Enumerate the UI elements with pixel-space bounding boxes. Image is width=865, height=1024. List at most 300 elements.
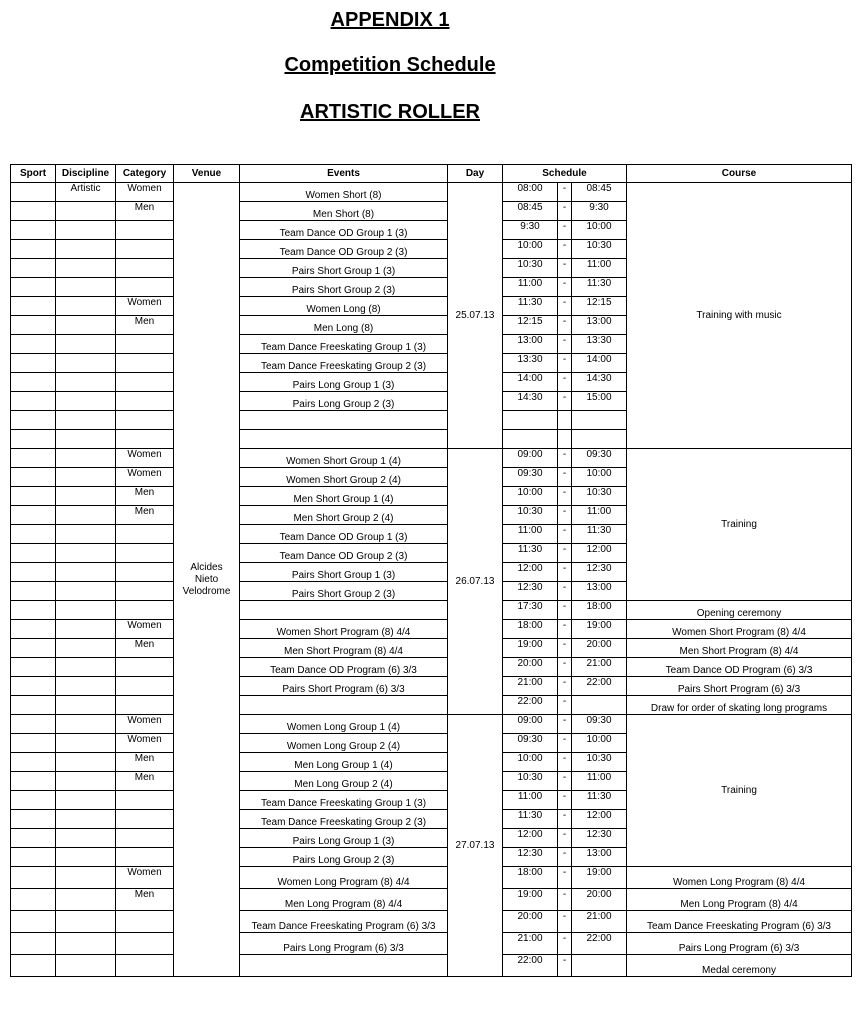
category-cell: Women: [116, 715, 174, 734]
event-cell: Pairs Short Group 1 (3): [240, 563, 448, 582]
discipline-cell: [56, 601, 116, 620]
discipline-cell: [56, 259, 116, 278]
event-cell: Men Short (8): [240, 202, 448, 221]
start-time-cell: 09:00: [503, 449, 558, 468]
sport-cell: [11, 955, 56, 977]
sport-cell: [11, 601, 56, 620]
time-separator: -: [558, 259, 572, 278]
start-time-cell: 17:30: [503, 601, 558, 620]
time-separator: -: [558, 449, 572, 468]
end-time-cell: 10:30: [572, 240, 627, 259]
end-time-cell: 12:15: [572, 297, 627, 316]
time-separator: -: [558, 373, 572, 392]
category-cell: Men: [116, 506, 174, 525]
category-cell: [116, 259, 174, 278]
category-cell: [116, 544, 174, 563]
sport-cell: [11, 639, 56, 658]
table-row: [11, 620, 852, 639]
end-time-cell: 22:00: [572, 933, 627, 955]
sport-cell: [11, 933, 56, 955]
course-cell: Medal ceremony: [627, 955, 852, 977]
category-cell: [116, 392, 174, 411]
start-time-cell: 09:30: [503, 468, 558, 487]
event-cell: [240, 696, 448, 715]
time-separator: -: [558, 221, 572, 240]
time-separator: -: [558, 696, 572, 715]
category-cell: [116, 411, 174, 430]
discipline-cell: [56, 734, 116, 753]
discipline-cell: [56, 772, 116, 791]
time-separator: -: [558, 791, 572, 810]
event-cell: Team Dance OD Group 2 (3): [240, 544, 448, 563]
end-time-cell: 10:00: [572, 221, 627, 240]
category-cell: [116, 601, 174, 620]
end-time-cell: 13:00: [572, 848, 627, 867]
sport-cell: [11, 658, 56, 677]
sport-cell: [11, 677, 56, 696]
schedule-body: [11, 183, 852, 977]
event-cell: Pairs Short Group 2 (3): [240, 278, 448, 297]
category-cell: [116, 335, 174, 354]
event-cell: Men Long (8): [240, 316, 448, 335]
discipline-cell: [56, 933, 116, 955]
category-cell: [116, 955, 174, 977]
table-row: [11, 911, 852, 933]
discipline-cell: [56, 487, 116, 506]
sport-cell: [11, 848, 56, 867]
sport-cell: [11, 297, 56, 316]
event-cell: Women Long Program (8) 4/4: [240, 867, 448, 889]
category-cell: [116, 354, 174, 373]
sport-cell: [11, 183, 56, 202]
event-cell: Pairs Short Group 2 (3): [240, 582, 448, 601]
time-separator: -: [558, 867, 572, 889]
sport-cell: [11, 911, 56, 933]
time-separator: -: [558, 316, 572, 335]
sport-cell: [11, 468, 56, 487]
start-time-cell: 10:00: [503, 487, 558, 506]
event-cell: Men Short Program (8) 4/4: [240, 639, 448, 658]
time-separator: -: [558, 658, 572, 677]
end-time-cell: [572, 430, 627, 449]
time-separator: -: [558, 601, 572, 620]
discipline-cell: [56, 468, 116, 487]
start-time-cell: 14:30: [503, 392, 558, 411]
discipline-cell: [56, 848, 116, 867]
course-cell: Training: [627, 715, 852, 867]
end-time-cell: 20:00: [572, 639, 627, 658]
end-time-cell: 09:30: [572, 449, 627, 468]
sport-cell: [11, 829, 56, 848]
category-cell: [116, 791, 174, 810]
discipline-cell: [56, 373, 116, 392]
start-time-cell: 22:00: [503, 955, 558, 977]
category-cell: [116, 430, 174, 449]
category-cell: Women: [116, 620, 174, 639]
event-cell: Team Dance OD Group 2 (3): [240, 240, 448, 259]
start-time-cell: 11:30: [503, 297, 558, 316]
event-cell: Pairs Long Group 2 (3): [240, 848, 448, 867]
end-time-cell: 10:00: [572, 734, 627, 753]
course-cell: Team Dance Freeskating Program (6) 3/3: [627, 911, 852, 933]
schedule-table: [10, 164, 852, 977]
start-time-cell: 21:00: [503, 677, 558, 696]
course-cell: Training with music: [627, 183, 852, 449]
time-separator: -: [558, 933, 572, 955]
event-cell: Team Dance Freeskating Group 1 (3): [240, 335, 448, 354]
discipline-cell: [56, 392, 116, 411]
end-time-cell: 21:00: [572, 911, 627, 933]
time-separator: -: [558, 297, 572, 316]
venue-name-line: Alcides: [190, 561, 223, 573]
start-time-cell: 08:00: [503, 183, 558, 202]
time-separator: -: [558, 202, 572, 221]
time-separator: -: [558, 487, 572, 506]
event-cell: Team Dance OD Group 1 (3): [240, 525, 448, 544]
event-cell: [240, 411, 448, 430]
end-time-cell: 12:30: [572, 829, 627, 848]
discipline-cell: [56, 753, 116, 772]
discipline-cell: [56, 867, 116, 889]
sport-cell: [11, 411, 56, 430]
start-time-cell: 11:00: [503, 278, 558, 297]
sport-cell: [11, 810, 56, 829]
start-time-cell: 09:00: [503, 715, 558, 734]
category-cell: Men: [116, 772, 174, 791]
end-time-cell: [572, 955, 627, 977]
sport-cell: [11, 506, 56, 525]
discipline-cell: [56, 677, 116, 696]
table-row: [11, 696, 852, 715]
venue-cell: [174, 183, 240, 977]
start-time-cell: 10:30: [503, 259, 558, 278]
time-separator: -: [558, 278, 572, 297]
course-cell: Women Short Program (8) 4/4: [627, 620, 852, 639]
discipline-cell: [56, 639, 116, 658]
end-time-cell: 11:30: [572, 278, 627, 297]
schedule-title: Competition Schedule: [284, 54, 496, 76]
end-time-cell: 22:00: [572, 677, 627, 696]
discipline-cell: [56, 810, 116, 829]
col-header-events: Events: [240, 165, 448, 183]
time-separator: -: [558, 848, 572, 867]
discipline-cell: [56, 278, 116, 297]
start-time-cell: 20:00: [503, 658, 558, 677]
sport-cell: [11, 240, 56, 259]
time-separator: -: [558, 183, 572, 202]
discipline-cell: [56, 221, 116, 240]
category-cell: [116, 221, 174, 240]
end-time-cell: 12:00: [572, 810, 627, 829]
course-cell: Pairs Long Program (6) 3/3: [627, 933, 852, 955]
start-time-cell: 19:00: [503, 889, 558, 911]
start-time-cell: 19:00: [503, 639, 558, 658]
start-time-cell: 12:00: [503, 563, 558, 582]
category-cell: [116, 911, 174, 933]
discipline-cell: [56, 955, 116, 977]
time-separator: -: [558, 734, 572, 753]
time-separator: -: [558, 911, 572, 933]
header-row: [11, 165, 852, 183]
time-separator: [558, 411, 572, 430]
category-cell: Men: [116, 487, 174, 506]
day-cell: 26.07.13: [448, 449, 503, 715]
start-time-cell: 9:30: [503, 221, 558, 240]
event-cell: Pairs Long Group 1 (3): [240, 373, 448, 392]
time-separator: -: [558, 354, 572, 373]
start-time-cell: 10:00: [503, 240, 558, 259]
event-cell: Men Short Group 2 (4): [240, 506, 448, 525]
time-separator: -: [558, 240, 572, 259]
table-row: [11, 933, 852, 955]
end-time-cell: 13:00: [572, 316, 627, 335]
end-time-cell: 9:30: [572, 202, 627, 221]
sport-cell: [11, 354, 56, 373]
event-cell: Team Dance Freeskating Group 1 (3): [240, 791, 448, 810]
start-time-cell: 14:00: [503, 373, 558, 392]
start-time-cell: 22:00: [503, 696, 558, 715]
sport-cell: [11, 620, 56, 639]
category-cell: Women: [116, 468, 174, 487]
course-cell: Men Long Program (8) 4/4: [627, 889, 852, 911]
start-time-cell: 21:00: [503, 933, 558, 955]
end-time-cell: 20:00: [572, 889, 627, 911]
discipline-cell: [56, 202, 116, 221]
table-row: [11, 955, 852, 977]
category-cell: Women: [116, 183, 174, 202]
sport-cell: [11, 202, 56, 221]
table-row: [11, 867, 852, 889]
event-cell: Women Short Group 1 (4): [240, 449, 448, 468]
table-row: [11, 449, 852, 468]
start-time-cell: [503, 430, 558, 449]
category-cell: Women: [116, 297, 174, 316]
event-cell: Pairs Long Program (6) 3/3: [240, 933, 448, 955]
end-time-cell: 11:00: [572, 772, 627, 791]
start-time-cell: 11:00: [503, 791, 558, 810]
discipline-cell: [56, 297, 116, 316]
sport-cell: [11, 563, 56, 582]
end-time-cell: 14:00: [572, 354, 627, 373]
sport-cell: [11, 791, 56, 810]
start-time-cell: 12:00: [503, 829, 558, 848]
discipline-cell: [56, 620, 116, 639]
time-separator: -: [558, 468, 572, 487]
start-time-cell: 13:30: [503, 354, 558, 373]
end-time-cell: 13:00: [572, 582, 627, 601]
discipline-cell: [56, 563, 116, 582]
table-row: [11, 601, 852, 620]
event-cell: Team Dance OD Group 1 (3): [240, 221, 448, 240]
discipline-cell: [56, 335, 116, 354]
discipline-cell: [56, 715, 116, 734]
sport-cell: [11, 867, 56, 889]
start-time-cell: 12:15: [503, 316, 558, 335]
appendix-heading: APPENDIX 1: [330, 9, 450, 31]
event-cell: Women Short (8): [240, 183, 448, 202]
discipline-cell: [56, 829, 116, 848]
course-cell: Men Short Program (8) 4/4: [627, 639, 852, 658]
end-time-cell: 18:00: [572, 601, 627, 620]
discipline-cell: [56, 791, 116, 810]
sport-cell: [11, 221, 56, 240]
start-time-cell: 12:30: [503, 582, 558, 601]
end-time-cell: 11:00: [572, 259, 627, 278]
time-separator: -: [558, 677, 572, 696]
category-cell: Women: [116, 867, 174, 889]
start-time-cell: 18:00: [503, 867, 558, 889]
start-time-cell: 13:00: [503, 335, 558, 354]
sport-cell: [11, 889, 56, 911]
course-cell: Team Dance OD Program (6) 3/3: [627, 658, 852, 677]
start-time-cell: 10:00: [503, 753, 558, 772]
time-separator: -: [558, 889, 572, 911]
time-separator: -: [558, 392, 572, 411]
sport-cell: [11, 772, 56, 791]
event-cell: Team Dance Freeskating Group 2 (3): [240, 810, 448, 829]
end-time-cell: 11:30: [572, 525, 627, 544]
table-row: [11, 183, 852, 202]
table-row: [11, 658, 852, 677]
discipline-cell: [56, 696, 116, 715]
category-cell: [116, 582, 174, 601]
event-cell: Pairs Short Program (6) 3/3: [240, 677, 448, 696]
sport-cell: [11, 259, 56, 278]
event-cell: Pairs Short Group 1 (3): [240, 259, 448, 278]
event-cell: Men Long Group 2 (4): [240, 772, 448, 791]
col-header-sport: Sport: [11, 165, 56, 183]
start-time-cell: 09:30: [503, 734, 558, 753]
start-time-cell: 10:30: [503, 506, 558, 525]
category-cell: [116, 563, 174, 582]
col-header-venue: Venue: [174, 165, 240, 183]
start-time-cell: [503, 411, 558, 430]
end-time-cell: [572, 411, 627, 430]
event-cell: Pairs Long Group 1 (3): [240, 829, 448, 848]
end-time-cell: 11:00: [572, 506, 627, 525]
time-separator: -: [558, 563, 572, 582]
discipline-cell: [56, 240, 116, 259]
time-separator: -: [558, 810, 572, 829]
table-row: [11, 889, 852, 911]
time-separator: -: [558, 544, 572, 563]
sport-cell: [11, 544, 56, 563]
event-cell: Women Long Group 1 (4): [240, 715, 448, 734]
sport-cell: [11, 525, 56, 544]
category-cell: [116, 278, 174, 297]
sport-cell: [11, 373, 56, 392]
discipline-cell: [56, 430, 116, 449]
sport-cell: [11, 715, 56, 734]
discipline-cell: [56, 411, 116, 430]
category-cell: [116, 848, 174, 867]
end-time-cell: 10:00: [572, 468, 627, 487]
category-cell: [116, 696, 174, 715]
category-cell: [116, 677, 174, 696]
category-cell: [116, 658, 174, 677]
time-separator: -: [558, 772, 572, 791]
start-time-cell: 20:00: [503, 911, 558, 933]
discipline-cell: [56, 449, 116, 468]
event-cell: [240, 955, 448, 977]
start-time-cell: 10:30: [503, 772, 558, 791]
event-cell: Men Long Program (8) 4/4: [240, 889, 448, 911]
end-time-cell: 19:00: [572, 867, 627, 889]
end-time-cell: 21:00: [572, 658, 627, 677]
course-cell: Women Long Program (8) 4/4: [627, 867, 852, 889]
col-header-category: Category: [116, 165, 174, 183]
time-separator: -: [558, 639, 572, 658]
col-header-schedule: Schedule: [503, 165, 627, 183]
day-cell: 27.07.13: [448, 715, 503, 977]
event-cell: Team Dance Freeskating Program (6) 3/3: [240, 911, 448, 933]
time-separator: -: [558, 582, 572, 601]
venue-name-line: Nieto: [194, 573, 219, 585]
category-cell: Men: [116, 753, 174, 772]
sport-cell: [11, 335, 56, 354]
category-cell: Men: [116, 889, 174, 911]
course-cell: Pairs Short Program (6) 3/3: [627, 677, 852, 696]
sport-cell: [11, 278, 56, 297]
event-cell: Women Long Group 2 (4): [240, 734, 448, 753]
end-time-cell: 10:30: [572, 487, 627, 506]
course-cell: Opening ceremony: [627, 601, 852, 620]
sport-cell: [11, 734, 56, 753]
end-time-cell: 12:30: [572, 563, 627, 582]
category-cell: Women: [116, 449, 174, 468]
table-row: [11, 677, 852, 696]
event-cell: Men Long Group 1 (4): [240, 753, 448, 772]
course-cell: Training: [627, 449, 852, 601]
sport-cell: [11, 430, 56, 449]
category-cell: Women: [116, 734, 174, 753]
event-cell: Team Dance OD Program (6) 3/3: [240, 658, 448, 677]
table-row: [11, 639, 852, 658]
time-separator: [558, 430, 572, 449]
event-cell: Women Long (8): [240, 297, 448, 316]
sport-cell: [11, 316, 56, 335]
end-time-cell: [572, 696, 627, 715]
end-time-cell: 11:30: [572, 791, 627, 810]
start-time-cell: 12:30: [503, 848, 558, 867]
time-separator: -: [558, 525, 572, 544]
sport-cell: [11, 449, 56, 468]
time-separator: -: [558, 335, 572, 354]
discipline-cell: Artistic: [56, 183, 116, 202]
start-time-cell: 18:00: [503, 620, 558, 639]
end-time-cell: 08:45: [572, 183, 627, 202]
course-cell: Draw for order of skating long programs: [627, 696, 852, 715]
time-separator: -: [558, 620, 572, 639]
category-cell: [116, 933, 174, 955]
time-separator: -: [558, 955, 572, 977]
category-cell: Men: [116, 639, 174, 658]
event-cell: Men Short Group 1 (4): [240, 487, 448, 506]
category-cell: [116, 525, 174, 544]
start-time-cell: 11:30: [503, 810, 558, 829]
end-time-cell: 12:00: [572, 544, 627, 563]
sport-cell: [11, 487, 56, 506]
category-cell: Men: [116, 202, 174, 221]
start-time-cell: 11:00: [503, 525, 558, 544]
time-separator: -: [558, 753, 572, 772]
category-cell: Men: [116, 316, 174, 335]
discipline-cell: [56, 582, 116, 601]
end-time-cell: 15:00: [572, 392, 627, 411]
venue-name-line: Velodrome: [182, 585, 231, 597]
discipline-cell: [56, 506, 116, 525]
col-header-course: Course: [627, 165, 852, 183]
